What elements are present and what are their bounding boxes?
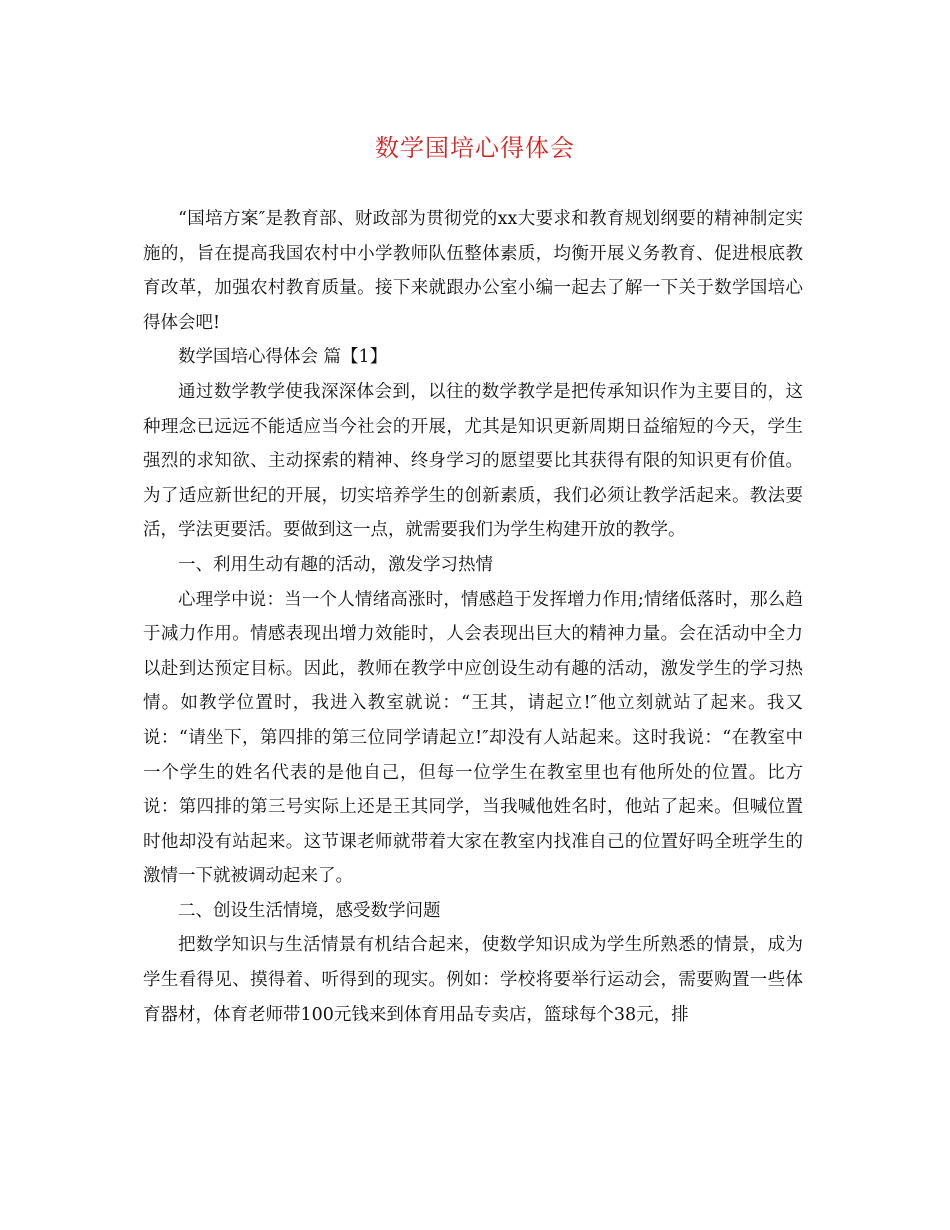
intro-paragraph: “国培方案″是教育部、财政部为贯彻党的xx大要求和教育规划纲要的精神制定实施的，旨在提高我国农村中小学教师队伍整体素质，均衡开展义务教育、促进根底教育改革，加强农村教育质量。接下来就跟办公室小编一起去了解一下关于数学国培心得体会吧! <box>143 209 803 333</box>
body-paragraph: 通过数学教学使我深深体会到，以往的数学教学是把传承知识作为主要目的，这种理念已远远不能适应当今社会的开展，尤其是知识更新周期日益缩短的今天，学生强烈的求知欲、主动探索的精神、终身学习的愿望要比其获得有限的知识更有价值。为了适应新世纪的开展，切实培养学生的创新素质，我们必须让教学活起来。教法要活，学法更要活。要做到这一点，就需要我们为学生构建开放的教学。 <box>143 381 803 541</box>
section-heading: 数学国培心得体会 篇【1】 <box>178 347 388 368</box>
page-title: 数学国培心得体会 <box>375 134 575 162</box>
body-paragraph: 把数学知识与生活情景有机结合起来，使数学知识成为学生所熟悉的情景，成为学生看得见、摸得着、听得到的现实。例如：学校将要举行运动会，需要购置一些体育器材，体育老师带100元钱来到体育用品专卖店，篮球每个38元，排 <box>143 935 803 1025</box>
document-body <box>143 202 803 1032</box>
subsection-heading: 二、创设生活情境，感受数学问题 <box>178 900 441 921</box>
subsection-heading: 一、利用生动有趣的活动，激发学习热情 <box>178 554 493 575</box>
body-paragraph: 心理学中说：当一个人情绪高涨时，情感趋于发挥增力作用;情绪低落时，那么趋于减力作用。情感表现出增力效能时，人会表现出巨大的精神力量。会在活动中全力以赴到达预定目标。因此，教师在教学中应创设生动有趣的活动，激发学生的学习热情。如教学位置时，我进入教室就说：“王其，请起立!″他立刻就站了起来。我又说：“请坐下，第四排的第三位同学请起立!″却没有人站起来。这时我说：“在教室中一个学生的姓名代表的是他自己，但每一位学生在教室里也有他所处的位置。比方说：第四排的第三号实际上还是王其同学，当我喊他姓名时，他站了起来。但喊位置时他却没有站起来。这节课老师就带着大家在教室内找准自己的位置好吗全班学生的激情一下就被调动起来了。 <box>143 589 803 887</box>
